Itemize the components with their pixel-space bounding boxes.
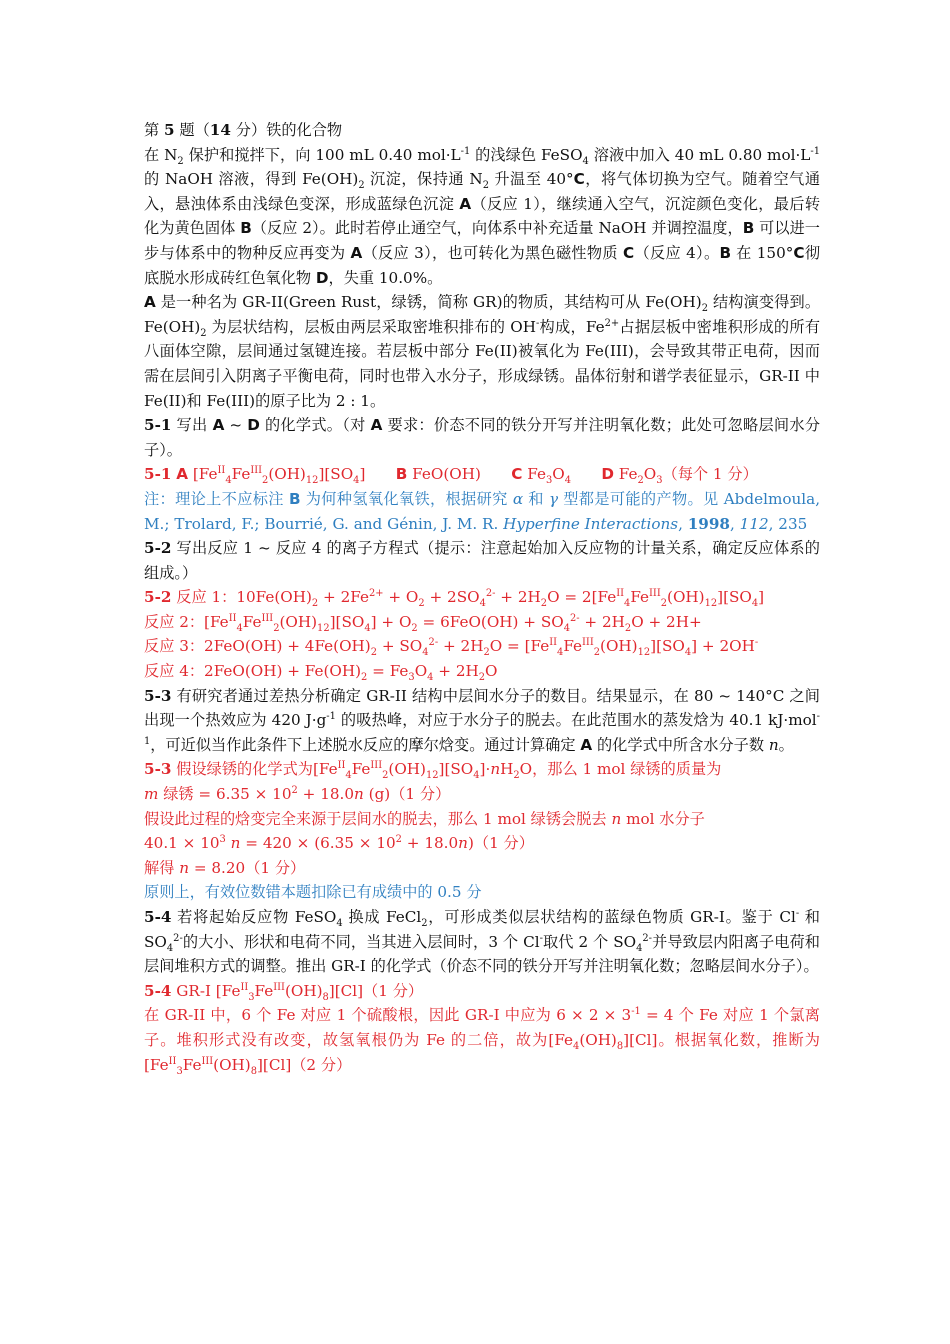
question-5-1: 5-1 写出 A ~ D 的化学式。（对 A 要求：价态不同的铁分开写并注明氧化数；此处可忽略层间水分子）。 — [144, 416, 821, 459]
answer-5-4: 5-4 GR-I $[Fe^{II}_3Fe^{III}(OH)_8][Cl](1$ 分） — [144, 981, 424, 1003]
answer-5-2-reaction-2: 反应 2：$[Fe^{II}_4Fe^{III}_2(OH)_{12}][SO_4] + O_2 = 6FeO(OH) + SO_4^{2-} + 2H_2O + 2H+$ — [144, 612, 702, 634]
problem-intro-paragraph-1: 在 $N_2$ 保护和搅拌下，向 100 mL 0.40 $mol\cdot L^{-1}$ 的浅绿色 FeSO$_4$ 溶液中加入 40 mL 0.80 $mol\cdot L^{-1}$ 的 NaOH 溶液，得到 $Fe(OH)_2$ 沉淀，保持通 $N_2$ 升温至 40°C，将气体切换为空气。随着空气通入，悬浊体系由浅绿色变深，形成蓝绿色沉淀 A（反应 1），继续通入空气，沉淀颜色变化，最后转化为黄色固体 B（反应 2）。此时若停止通空气，向体系中补充适量 NaOH 并调控温度，B 可以进一步与体系中的物种反应再变为 A（反应 3），也可转化为黑色磁性物质 C（反应 4）。B 在 150°C彻底脱水形成砖红色氧化物 D，失重 10.0%。 — [144, 145, 821, 287]
answer-5-2-reaction-3: 反应 3：$2FeO(OH) + 4Fe(OH)_2 + SO_4^{2-} + 2H_2O = [Fe^{II}_4Fe^{III}_2(OH)_{12}][SO_4] + 2OH^-$ — [144, 637, 759, 659]
question-5-2: 5-2 写出反应 1 ~ 反应 4 的离子方程式（提示：注意起始加入反应物的计量关系，确定反应体系的组成。） — [144, 539, 820, 582]
problem-title: 第 5 题（14 分）铁的化合物 — [144, 121, 343, 139]
answer-5-3-line-5: 解得 n = 8.20（1 分） — [144, 858, 306, 877]
question-5-4: 5-4 若将起始反应物 FeSO$_4$ 换成 FeCl$_2$，可形成类似层状结构的蓝绿色物质 GR-I。鉴于 Cl- 和 $SO_4^{2-}$的大小、形状和电荷不同，当其进入层间时，3 个 Cl-取代 2 个 $SO_4^{2-}$并导致层内阳离子电荷和层间堆积方式的调整。推出 GR-I 的化学式（价态不同的铁分开写并注明氧化数；忽略层间水分子）。 — [144, 907, 820, 976]
answer-5-3-line-3: 假设此过程的焓变完全来源于层间水的脱去，那么 1 mol 绿锈会脱去 n mol 水分子 — [144, 809, 705, 828]
answer-5-3-line-4: $40.1 \times 10^3$ $n = 420 \times (6.35 \times 10^2 + 18.0n)(1$ 分） — [144, 834, 534, 853]
answer-5-3-line-2: m 绿锈 = $6.35 \times 10^2 + 18.0n$ (g)（1 分） — [144, 784, 451, 804]
answer-5-3-line-1: 5-3 假设绿锈的化学式为$[Fe^{II}_4Fe^{III}_2(OH)_{12}][SO_4]\cdot nH_2O$，那么 1 mol 绿锈的质量为 — [144, 760, 722, 782]
note-5-1: 注：理论上不应标注 B 为何种氢氧化氧铁，根据研究 α 和 γ 型都是可能的产物。见 Abdelmoula, M.; Trolard, F.; Bourrié, G. and Génin, J. M. R. Hyperfine Interactions, 1998, 112, 235 — [144, 489, 821, 533]
explanation-5-4: 在 GR-II 中，6 个 Fe 对应 1 个硫酸根，因此 GR-I 中应为 $6 \times 2 \times 3^{-1} = 4$ 个 Fe 对应 1 个氯离子。堆积形式没有改变，故氢氧根仍为 Fe 的二倍，故为$[Fe_4(OH)_8][Cl]$。根据氧化数，推断为$[Fe^{II}_3Fe^{III}(OH)_8][Cl](2$ 分） — [144, 1006, 820, 1077]
answer-5-1: 5-1 A $[Fe^{II}_4Fe^{III}_2(OH)_{12}][SO_4]$ B FeO(OH) C $Fe_3O_4$ D $Fe_2O_3$（每个 1 分） — [144, 465, 758, 487]
answer-5-2-reaction-4: 反应 4：$2FeO(OH) + Fe(OH)_2 = Fe_3O_4 + 2H_2O$ — [144, 662, 498, 684]
answer-5-2-reaction-1: 5-2 反应 1：$10Fe(OH)_2 + 2Fe^{2+} + O_2 + 2SO_4^{2-} + 2H_2O = 2[Fe^{II}_4Fe^{III}_2(OH)_{12}][SO_4]$ — [144, 588, 765, 610]
document-page — [144, 118, 820, 1077]
problem-intro-paragraph-2: A 是一种名为 GR-II(Green Rust，绿锈，简称 GR)的物质，其结构可从 $Fe(OH)_2$ 结构演变得到。$Fe(OH)_2$ 为层状结构，层板由两层采取密堆积排布的 OH-构成，$Fe^{2+}$占据层板中密堆积形成的所有八面体空隙，层间通过氢键连接。若层板中部分 Fe(II)被氧化为 Fe(III)，会导致其带正电荷，因而需在层间引入阴离子平衡电荷，同时也带入水分子，形成绿锈。晶体衍射和谱学表征显示，GR-II 中 Fe(II)和 Fe(III)的原子比为 2 : 1。 — [144, 293, 821, 410]
question-5-3: 5-3 有研究者通过差热分析确定 GR-II 结构中层间水分子的数目。结果显示，在 80 ~ 140°C 之间出现一个热效应为 420 $J\cdot g^{-1}$ 的吸热峰，对应于水分子的脱去。在此范围水的蒸发焓为 40.1 kJ·mol$^{-1}$，可近似当作此条件下上述脱水反应的摩尔焓变。通过计算确定 A 的化学式中所含水分子数 n。 — [144, 686, 820, 754]
note-5-3: 原则上，有效位数错本题扣除已有成绩中的 0.5 分 — [144, 883, 482, 902]
